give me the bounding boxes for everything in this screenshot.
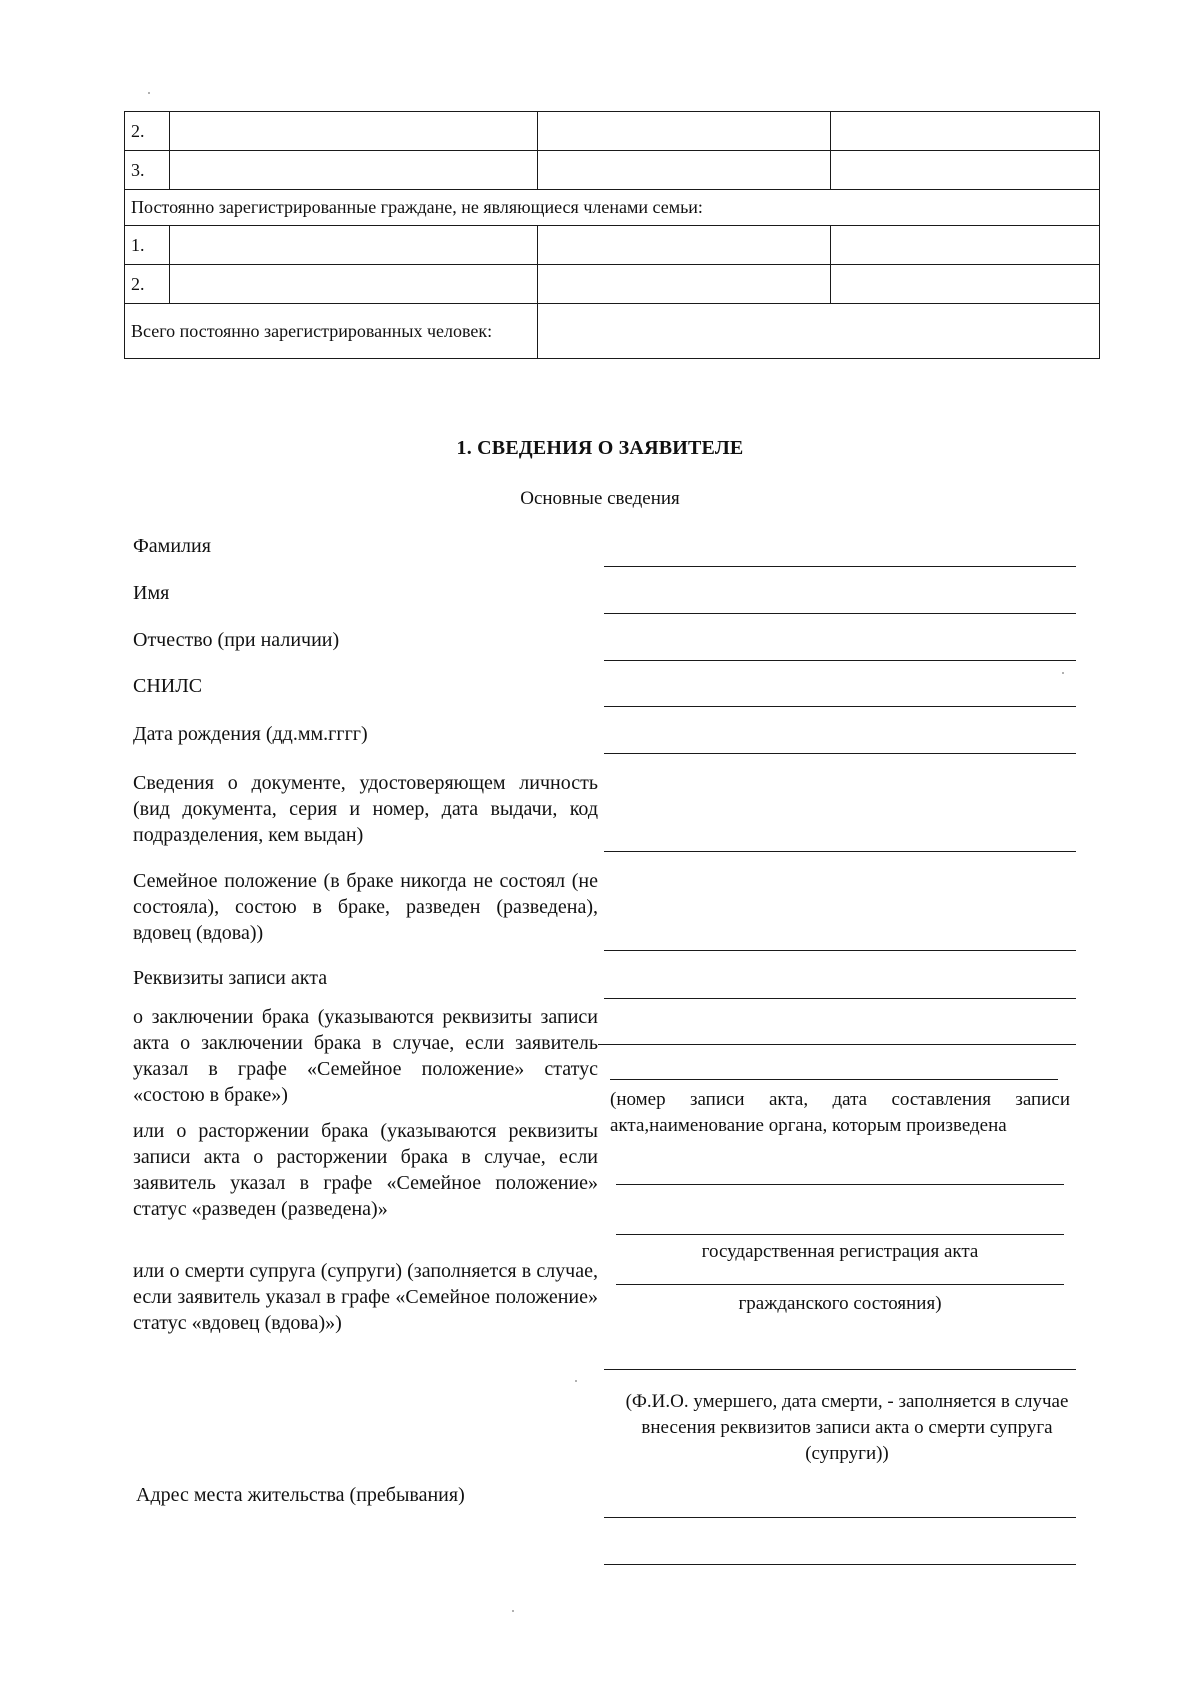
scan-speck	[148, 92, 150, 94]
state-registration-hint: государственная регистрация акта	[701, 1241, 979, 1262]
deceased-hint: (Ф.И.О. умершего, дата смерти, - заполняется в случае внесения реквизитов записи акта о смерти супруга (супруги))	[625, 1391, 1069, 1464]
table-row	[125, 151, 1100, 190]
act-record-input-line[interactable]	[604, 998, 1076, 999]
scan-speck	[575, 1380, 577, 1382]
address-input-line-1[interactable]	[604, 1517, 1076, 1518]
address-input-line-2[interactable]	[604, 1564, 1076, 1565]
table-cell[interactable]	[831, 226, 1100, 265]
table-cell[interactable]	[538, 226, 831, 265]
table-cell[interactable]	[538, 151, 831, 190]
total-value-cell[interactable]	[538, 304, 1100, 359]
surname-label: Фамилия	[133, 535, 211, 557]
divorce-record-label: или о расторжении брака (указываются реквизиты записи акта о расторжении брака в случае, если заявитель указал в графе «Семейное положение» статус «разведен (разведена)»	[133, 1120, 598, 1220]
section-title: 1. СВЕДЕНИЯ О ЗАЯВИТЕЛЕ	[456, 437, 744, 459]
address-label: Адрес места жительства (пребывания)	[136, 1484, 465, 1506]
row-number: 2.	[125, 265, 170, 304]
scan-speck	[1062, 672, 1064, 674]
table-cell[interactable]	[831, 151, 1100, 190]
marital-status-label: Семейное положение (в браке никогда не состоял (не состояла), состою в браке, разведен (разведена), вдовец (вдова))	[133, 870, 598, 944]
surname-input-line[interactable]	[604, 566, 1076, 567]
name-label: Имя	[133, 582, 170, 604]
patronymic-input-line[interactable]	[604, 660, 1076, 661]
table-row-total	[125, 304, 1100, 359]
act-record-label: Реквизиты записи акта	[133, 967, 328, 989]
table-row	[125, 226, 1100, 265]
table-cell[interactable]	[538, 112, 831, 151]
death-record-input-line-1[interactable]	[616, 1284, 1064, 1285]
snils-input-line[interactable]	[604, 706, 1076, 707]
total-label: Всего постоянно зарегистрированных человек:	[125, 304, 538, 359]
id-document-label: Сведения о документе, удостоверяющем личность (вид документа, серия и номер, дата выдачи, код подразделения, кем выдан)	[133, 772, 598, 846]
death-record-input-line-2[interactable]	[604, 1369, 1076, 1370]
marriage-record-input-line-2[interactable]	[610, 1079, 1058, 1080]
civil-status-hint: гражданского состояния)	[738, 1293, 942, 1314]
table-cell-fio[interactable]	[170, 226, 538, 265]
marital-status-input-line[interactable]	[604, 950, 1076, 951]
row-number: 1.	[125, 226, 170, 265]
marriage-record-label: о заключении брака (указываются реквизиты записи акта о заключении брака в случае, если заявитель указал в графе «Семейное положение» статус «состою в браке»)	[133, 1006, 598, 1106]
table-row	[125, 112, 1100, 151]
birth-date-label: Дата рождения (дд.мм.гггг)	[133, 723, 368, 745]
table-cell[interactable]	[538, 265, 831, 304]
table-cell[interactable]	[831, 112, 1100, 151]
table-cell-fio[interactable]	[170, 112, 538, 151]
divorce-record-input-line-1[interactable]	[616, 1184, 1064, 1185]
birth-date-input-line[interactable]	[604, 753, 1076, 754]
table-cell[interactable]	[831, 265, 1100, 304]
non-family-header: Постоянно зарегистрированные граждане, не являющиеся членами семьи:	[125, 190, 1100, 226]
snils-label: СНИЛС	[133, 675, 203, 697]
table-row	[125, 265, 1100, 304]
record-hint: (номер записи акта, дата составления записи акта,наименование органа, которым произведена	[610, 1089, 1070, 1136]
patronymic-label: Отчество (при наличии)	[133, 629, 340, 651]
registered-persons-table	[124, 111, 1100, 359]
row-number: 2.	[125, 112, 170, 151]
marriage-record-input-line-1[interactable]	[598, 1044, 1076, 1045]
table-row-header	[125, 190, 1100, 226]
table-cell-fio[interactable]	[170, 151, 538, 190]
row-number: 3.	[125, 151, 170, 190]
scan-speck	[512, 1610, 514, 1612]
divorce-record-input-line-2[interactable]	[616, 1234, 1064, 1235]
section-subtitle: Основные сведения	[520, 488, 680, 509]
id-document-input-line[interactable]	[604, 851, 1076, 852]
death-record-label: или о смерти супруга (супруги) (заполняется в случае, если заявитель указал в графе «Семейное положение» статус «вдовец (вдова)»)	[133, 1260, 598, 1334]
table-cell-fio[interactable]	[170, 265, 538, 304]
name-input-line[interactable]	[604, 613, 1076, 614]
